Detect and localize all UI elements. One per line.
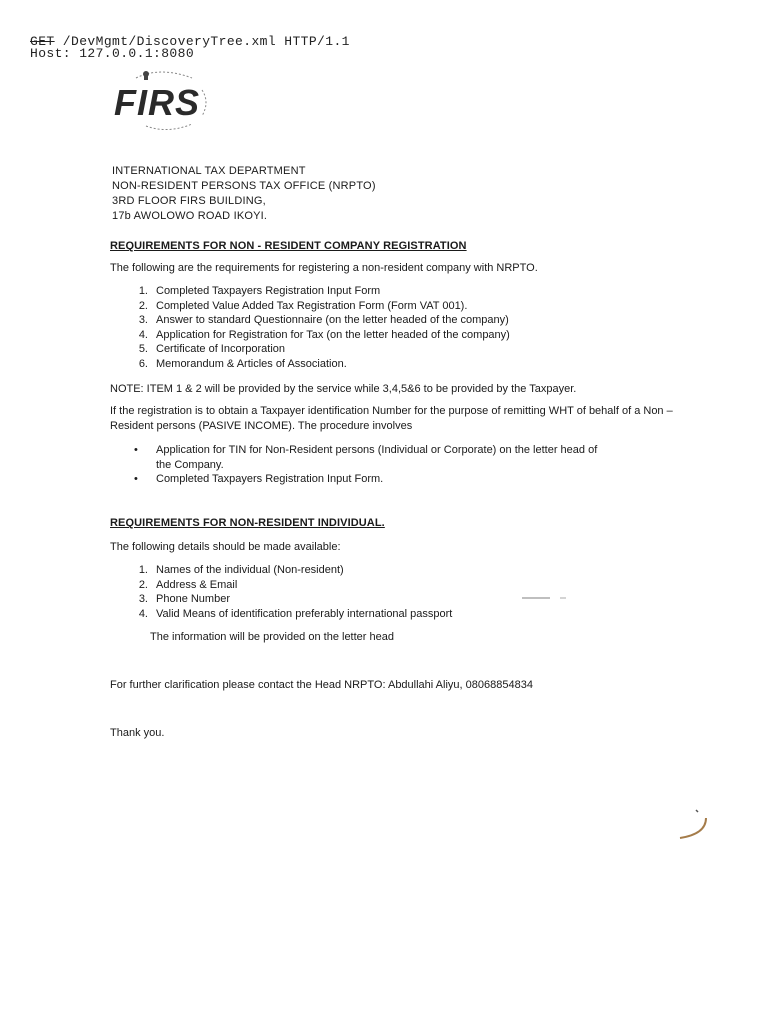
address-block [112, 164, 376, 224]
list-item: • Completed Taxpayers Registration Input Form. [134, 473, 384, 486]
list-item: 3. Phone Number [138, 593, 230, 606]
list-item: 5. Certificate of Incorporation [138, 343, 286, 356]
list-item: 4. Valid Means of identification preferably international passport [138, 607, 453, 620]
logo-text: FIRS [114, 82, 201, 123]
tin-paragraph: If the registration is to obtain a Taxpayer identification Number for the purpose of remitting WHT of behalf of a Non – Resident persons (PASIVE INCOME). The procedure involves [110, 405, 673, 432]
address-line: 17b AWOLOWO ROAD IKOYI. [112, 210, 268, 222]
contact-line: For further clarification please contact the Head NRPTO: Abdullahi Aliyu, 08068854834 [110, 679, 533, 691]
list-item: 1. Names of the individual (Non-resident) [138, 564, 344, 576]
firs-logo [106, 68, 214, 134]
address-line: INTERNATIONAL TAX DEPARTMENT [112, 165, 306, 177]
list-item: • Application for TIN for Non-Resident persons (Individual or Corporate) on the letter head of [134, 444, 598, 456]
list-item: 3. Answer to standard Questionnaire (on the letter headed of the company) [138, 314, 509, 327]
company-requirements-list [138, 284, 510, 372]
http-method: GET [30, 34, 55, 49]
address-line: NON-RESIDENT PERSONS TAX OFFICE (NRPTO) [112, 180, 376, 192]
list-item: 2. Completed Value Added Tax Registration Form (Form VAT 001). [138, 299, 468, 312]
list-item-continuation: the Company. [156, 458, 224, 471]
list-item: 2. Address & Email [138, 578, 238, 591]
company-intro: The following are the requirements for registering a non-resident company with NRPTO. [110, 262, 538, 274]
letter-head-note: The information will be provided on the letter head [150, 631, 394, 643]
closing-line: Thank you. [110, 727, 165, 739]
http-path: /DevMgmt/DiscoveryTree.xml HTTP/1.1 [54, 34, 350, 49]
company-requirements-heading: REQUIREMENTS FOR NON - RESIDENT COMPANY REGISTRATION [110, 240, 467, 252]
individual-requirements-list [138, 563, 453, 621]
company-note: NOTE: ITEM 1 & 2 will be provided by the service while 3,4,5&6 to be provided by the Taxpayer. [110, 383, 577, 395]
http-host-line: Host: 127.0.0.1:8080 [30, 46, 195, 61]
scan-smudge [674, 808, 714, 844]
individual-requirements-heading: REQUIREMENTS FOR NON-RESIDENT INDIVIDUAL. [110, 517, 385, 529]
list-item: 4. Application for Registration for Tax (on the letter headed of the company) [138, 328, 510, 341]
list-item: 6. Memorandum & Articles of Association. [138, 357, 347, 370]
list-item: 1. Completed Taxpayers Registration Input Form [138, 285, 381, 297]
scan-smudge [520, 594, 570, 602]
tin-procedure-list [134, 443, 598, 487]
address-line: 3RD FLOOR FIRS BUILDING, [112, 195, 266, 207]
individual-intro: The following details should be made available: [110, 541, 341, 553]
